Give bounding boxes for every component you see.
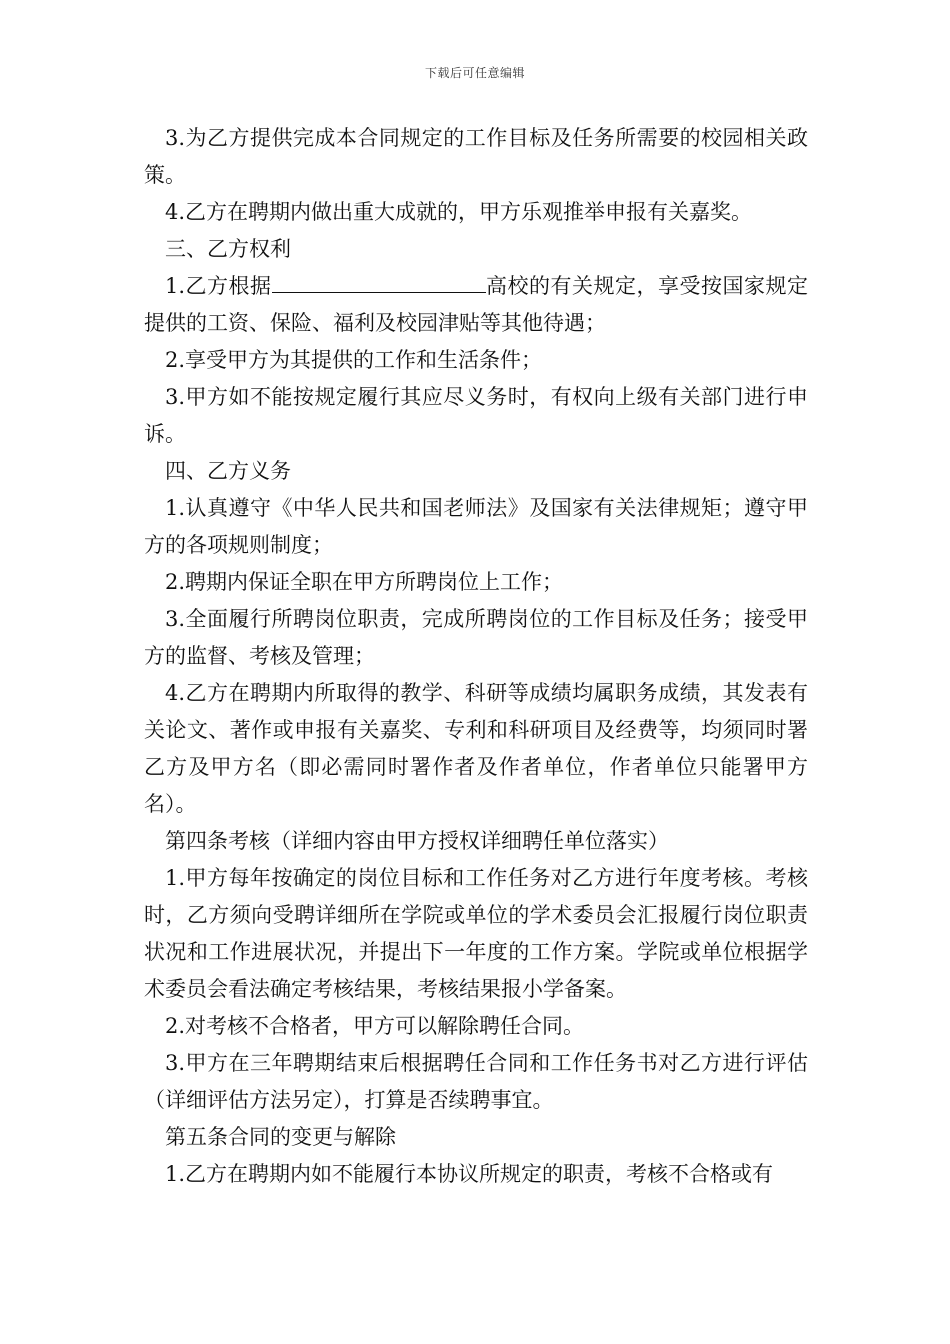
page-header: 下载后可任意编辑 xyxy=(424,66,525,80)
section-heading: 第四条考核（详细内容由甲方授权详细聘任单位落实） xyxy=(165,829,669,853)
paragraph: 1.乙方在聘期内如不能履行本协议所规定的职责，考核不合格或有 xyxy=(165,1162,774,1186)
section-heading: 第五条合同的变更与解除 xyxy=(165,1125,396,1149)
section-heading: 三、乙方权利 xyxy=(165,237,291,261)
document-body xyxy=(144,120,808,1193)
paragraph: 1.认真遵守《中华人民共和国老师法》及国家有关法律规矩；遵守甲方的各项规则制度； xyxy=(144,496,808,557)
fill-in-blank xyxy=(272,274,486,293)
section-heading: 四、乙方义务 xyxy=(165,459,291,483)
paragraph: 2.对考核不合格者，甲方可以解除聘任合同。 xyxy=(165,1014,585,1038)
paragraph: 2.享受甲方为其提供的工作和生活条件； xyxy=(165,348,543,372)
paragraph: 2.聘期内保证全职在甲方所聘岗位上工作； xyxy=(165,570,564,594)
paragraph: 4.乙方在聘期内做出重大成就的，甲方乐观推举申报有关嘉奖。 xyxy=(165,200,753,224)
paragraph: 3.为乙方提供完成本合同规定的工作目标及任务所需要的校园相关政策。 xyxy=(144,126,808,187)
paragraph: 3.甲方如不能按规定履行其应尽义务时，有权向上级有关部门进行申诉。 xyxy=(144,385,808,446)
paragraph: 3.甲方在三年聘期结束后根据聘任合同和工作任务书对乙方进行评估（详细评估方法另定），打算是否续聘事宜。 xyxy=(144,1051,808,1112)
paragraph: 1.甲方每年按确定的岗位目标和工作任务对乙方进行年度考核。考核时，乙方须向受聘详细所在学院或单位的学术委员会汇报履行岗位职责状况和工作进展状况，并提出下一年度的工作方案。学院或单位根据学术委员会看法确定考核结果，考核结果报小学备案。 xyxy=(144,866,808,1001)
paragraph: 4.乙方在聘期内所取得的教学、科研等成绩均属职务成绩，其发表有关论文、著作或申报有关嘉奖、专利和科研项目及经费等，均须同时署乙方及甲方名（即必需同时署作者及作者单位，作者单位只能署甲方名）。 xyxy=(144,681,808,816)
paragraph: 3.全面履行所聘岗位职责，完成所聘岗位的工作目标及任务；接受甲方的监督、考核及管理； xyxy=(144,607,808,668)
paragraph-with-blank: 1.乙方根据 高校的有关规定，享受按国家规定提供的工资、保险、福利及校园津贴等其他待遇； xyxy=(144,274,808,335)
